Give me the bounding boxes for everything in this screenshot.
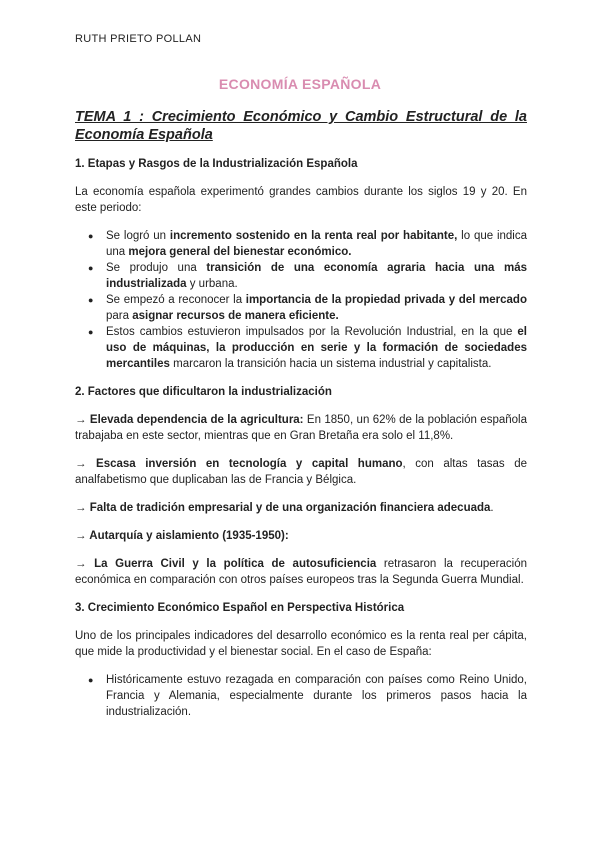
factor-item: → Autarquía y aislamiento (1935-1950): [75, 530, 289, 542]
bullet-icon: ● [88, 675, 94, 685]
list-item: ● Estos cambios estuvieron impulsados por la Revolución Industrial, en la que el uso de máquinas, la producción en serie y la formación de sociedades mercantiles marcaron la transición hacia un sistema industrial y capitalista. [88, 326, 527, 370]
tema-heading: TEMA 1 : Crecimiento Económico y Cambio Estructural de la Economía Española [75, 109, 527, 143]
section-2-heading: 2. Factores que dificultaron la industrialización [75, 386, 332, 398]
list-item: ● Se logró un incremento sostenido en la renta real por habitante, lo que indica una mejora general del bienestar económico. [88, 230, 528, 258]
section-1-heading: 1. Etapas y Rasgos de la Industrialización Española [75, 158, 358, 170]
factor-item: → La Guerra Civil y la política de autosuficiencia retrasaron la recuperación económica en comparación con otros países europeos tras la Segunda Guerra Mundial. [75, 558, 527, 586]
section-1-intro: La economía española experimentó grandes cambios durante los siglos 19 y 20. En este periodo: [75, 186, 527, 214]
bullet-icon: ● [88, 231, 94, 241]
bullet-icon: ● [88, 263, 94, 273]
section-3-bullet-list [75, 672, 527, 720]
factor-item: → Elevada dependencia de la agricultura: En 1850, un 62% de la población española trabajaba en este sector, mientras que en Gran Bretaña era solo el 11,8%. [75, 414, 527, 442]
factor-item: → Falta de tradición empresarial y de una organización financiera adecuada. [75, 502, 494, 514]
document-title: ECONOMÍA ESPAÑOLA [218, 76, 382, 92]
section-3-heading: 3. Crecimiento Económico Español en Perspectiva Histórica [75, 602, 405, 614]
factor-item: → Escasa inversión en tecnología y capital humano, con altas tasas de analfabetismo que duplicaban las de Francia y Bélgica. [75, 458, 527, 486]
bullet-icon: ● [88, 327, 94, 337]
list-item: ● Se produjo una transición de una economía agraria hacia una más industrializada y urbana. [88, 262, 527, 290]
list-item: ● Se empezó a reconocer la importancia de la propiedad privada y del mercado para asignar recursos de manera eficiente. [88, 294, 527, 322]
document-body [75, 108, 527, 732]
section-3-intro: Uno de los principales indicadores del desarrollo económico es la renta real per cápita, que mide la productividad y el bienestar social. En el caso de España: [75, 630, 527, 658]
list-item: ● Históricamente estuvo rezagada en comparación con países como Reino Unido, Francia y Alemania, especialmente durante los primeros pasos hacia la industrialización. [88, 674, 527, 718]
author-name: RUTH PRIETO POLLAN [75, 33, 202, 45]
bullet-icon: ● [88, 295, 94, 305]
section-1-bullet-list [75, 228, 527, 372]
